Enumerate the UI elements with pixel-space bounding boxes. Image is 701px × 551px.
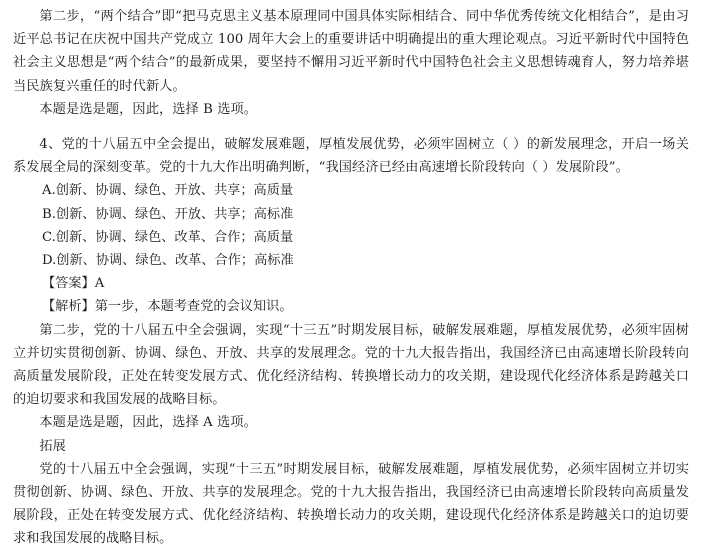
spacer (13, 121, 689, 133)
conclusion-b: 本题是选是题，因此，选择 B 选项。 (39, 101, 258, 117)
analysis-step2: 第二步，党的十八届五中全会强调，实现“十三五”时期发展目标，破解发展难题，厚植发展优势，必须牢固树立并切实贯彻创新、协调、绿色、开放、共享的发展理念。党的十九大报告指出，我国经济已由高速增长阶段转向高质量发展阶段，正处在转变发展方式、优化经济结构、转换增长动力的攻关期，建设现代化经济体系是跨越关口的迫切要求和我国发展的战略目标。 (13, 322, 689, 408)
option-c: C.创新、协调、绿色、改革、合作；高质量 (42, 229, 294, 245)
step2-paragraph: 第二步，“两个结合”即“把马克思主义基本原理同中国具体实际相结合、同中华优秀传统文化相结合”，是由习近平总书记在庆祝中国共产党成立 100 周年大会上的重要讲话中明确提出的重大理论观点。习近平新时代中国特色社会主义思想是“两个结合”的最新成果，要坚持不懈用习近平新时代中国特色社会主义思想铸魂育人，努力培养堪当民族复兴重任的时代新人。 (13, 9, 689, 94)
conclusion-a: 本题是选是题，因此，选择 A 选项。 (39, 415, 257, 431)
extension-text: 党的十八届五中全会强调，实现“十三五”时期发展目标，破解发展难题，厚植发展优势，必须牢固树立并切实贯彻创新、协调、绿色、开放、共享的发展理念。党的十九大报告指出，我国经济已由高速增长阶段转向高质量发展阶段，正处在转变发展方式、优化经济结构、转换增长动力的攻关期，建设现代化经济体系是跨越关口的迫切要求和我国发展的战略目标。 (13, 461, 689, 547)
option-d: D.创新、协调、绿色、改革、合作；高标准 (42, 253, 294, 269)
question-stem: 4、党的十八届五中全会提出，破解发展难题，厚植发展优势，必须牢固树立（ ）的新发展理念，开启一场关系发展全局的深刻变革。党的十九大作出明确判断，“我国经济已经由高速增长阶段转向（ ）发展阶段”。 (13, 137, 689, 176)
option-b: B.创新、协调、绿色、开放、共享；高标准 (42, 206, 294, 222)
answer-label: 【答案】A (42, 276, 105, 292)
extension-label: 拓展 (39, 438, 66, 454)
option-a: A.创新、协调、绿色、开放、共享；高质量 (42, 183, 294, 199)
analysis-step1: 【解析】第一步，本题考查党的会议知识。 (42, 299, 293, 315)
